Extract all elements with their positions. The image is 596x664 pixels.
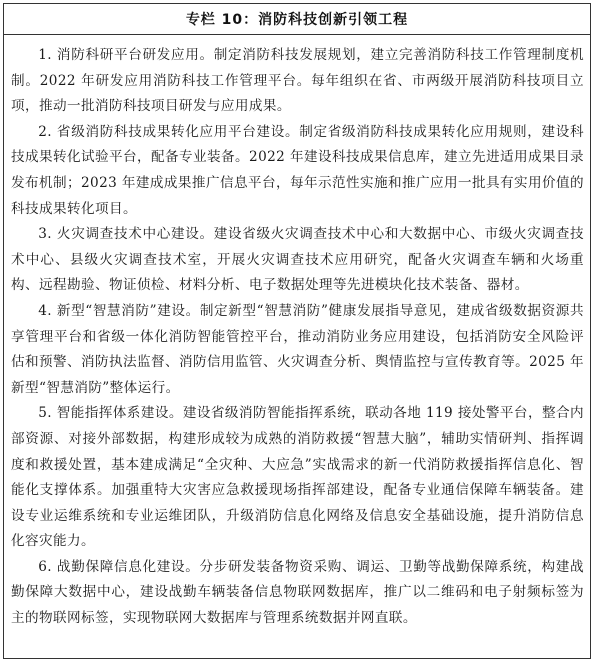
paragraph-fire-investigation: 3. 火灾调查技术中心建设。建设省级火灾调查技术中心和大数据中心、市级火灾调查技术中心、县级火灾调查技术室，开展火灾调查技术应用研究，配备火灾调查车辆和火场重构、远程勘验、物证侦检、材料分析、电子数据处理等先进模块化技术装备、器材。 (11, 226, 584, 294)
paragraph-logistics-informatization: 6. 战勤保障信息化建设。分步研发装备物资采购、调运、卫勤等战勤保障系统，构建战勤保障大数据中心，建设战勤车辆装备信息物联网数据库，推广以二维码和电子射频标签为主的物联网标签，实现物联网大数据库与管理系统数据并网直联。 (11, 558, 584, 627)
column-title: 专栏 10：消防科技创新引领工程 (185, 12, 409, 28)
column-header (4, 4, 590, 35)
paragraph-smart-fire: 4. 新型“智慧消防”建设。制定新型“智慧消防”健康发展指导意见，建成省级数据资源共享管理平台和省级一体化消防智能管控平台，推动消防业务应用建设，包括消防安全风险评估和预警、消防执法监督、消防信用监管、火灾调查分析、舆情监控与宣传教育等。2025 年新型“智慧消防”整体运行。 (11, 302, 584, 396)
paragraph-research-platform: 1. 消防科研平台研发应用。制定消防科技发展规划，建立完善消防科技工作管理制度机制。2022 年研发应用消防科技工作管理平台。每年组织在省、市两级开展消防科技项目立项，推动一批消防科技项目研发与应用成果。 (11, 47, 584, 115)
paragraph-intelligent-command: 5. 智能指挥体系建设。建设省级消防智能指挥系统，联动各地 119 接处警平台，整合内部资源、对接外部数据，构建形成较为成熟的消防救援“智慧大脑”，辅助实情研判、指挥调度和救援处置，基本建成满足“全灾种、大应急”实战需求的新一代消防救援指挥信息化、智能化支撑体系。加强重特大灾害应急救援现场指挥部建设，配备专业通信保障车辆装备。建设专业运维系统和专业运维团队，升级消防信息化网络及信息安全基础设施，提升消防信息化容灾能力。 (11, 405, 584, 550)
column-box (3, 3, 591, 659)
paragraph-achievement-transfer: 2. 省级消防科技成果转化应用平台建设。制定省级消防科技成果转化应用规则，建设科技成果转化试验平台，配备专业装备。2022 年建设科技成果信息库，建立先进适用成果目录发布机制；2023 年建成成果推广信息平台，每年示范性实施和推广应用一批具有实用价值的科技成果转化项目。 (11, 123, 584, 217)
column-content (4, 35, 590, 632)
